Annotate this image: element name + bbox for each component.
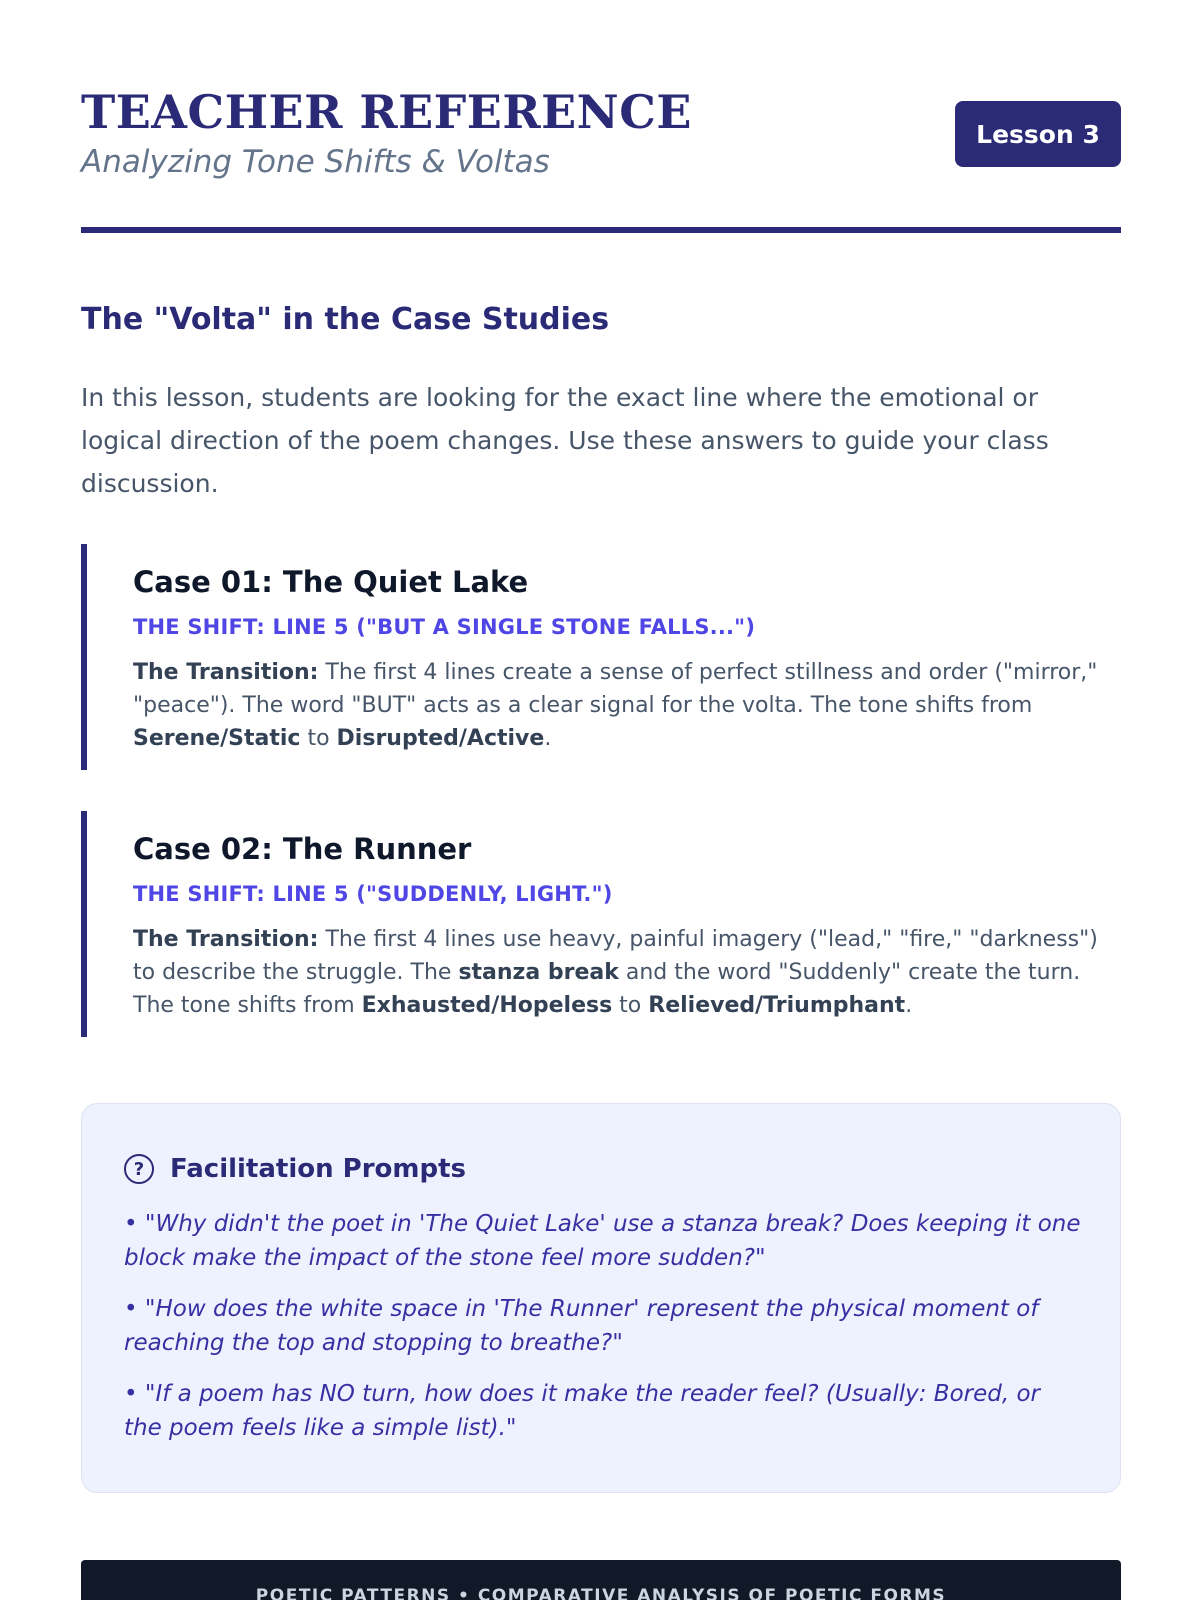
description-text: to (300, 726, 337, 751)
description-text: and the word "Suddenly" create the turn. The tone shifts from (133, 960, 1081, 1018)
teacher-reference-page (81, 0, 1121, 1600)
page-footer (81, 1560, 1121, 1600)
transition-label: The Transition: (133, 927, 319, 952)
page-title: TEACHER REFERENCE (81, 85, 692, 139)
tone-to: Disrupted/Active (336, 726, 545, 751)
prompts-title: Facilitation Prompts (170, 1154, 467, 1184)
description-text: . (544, 726, 552, 751)
footer-text: POETIC PATTERNS • COMPARATIVE ANALYSIS OF POETIC FORMS (255, 1586, 947, 1600)
page-header (81, 84, 1121, 234)
facilitation-prompts-box (81, 1103, 1121, 1493)
prompt-item: • "Why didn't the poet in 'The Quiet Lake' use a stanza break? Does keeping it one block make the impact of the stone feel more sudden?" (124, 1211, 1081, 1271)
tone-to: Relieved/Triumphant (648, 993, 906, 1018)
question-circle-icon: ? (124, 1154, 154, 1184)
header-divider (81, 227, 1121, 233)
tone-from: Serene/Static (133, 726, 301, 751)
tone-from: Exhausted/Hopeless (361, 993, 613, 1018)
case-shift: THE SHIFT: LINE 5 ("SUDDENLY, LIGHT.") (133, 882, 613, 906)
description-text: . (905, 993, 913, 1018)
lesson-badge: Lesson 3 (955, 101, 1121, 167)
page-subtitle: Analyzing Tone Shifts & Voltas (81, 144, 550, 180)
case-shift: THE SHIFT: LINE 5 ("BUT A SINGLE STONE FALLS...") (133, 615, 756, 639)
description-text: The first 4 lines create a sense of perfect stillness and order ("mirror," "peace"). The word "BUT" acts as a clear signal for the volta. The tone shifts from (133, 660, 1098, 718)
case-title: Case 01: The Quiet Lake (133, 565, 529, 599)
case-card (81, 811, 1121, 1037)
prompt-item: • "If a poem has NO turn, how does it make the reader feel? (Usually: Bored, or the poem feels like a simple list)." (124, 1381, 1041, 1441)
section-intro: In this lesson, students are looking for the exact line where the emotional or logical direction of the poem changes. Use these answers to guide your class discussion. (81, 383, 1049, 498)
stanza-break-term: stanza break (458, 960, 619, 985)
case-description (133, 923, 1103, 1022)
prompt-item: • "How does the white space in 'The Runner' represent the physical moment of reaching the top and stopping to breathe?" (124, 1296, 1039, 1356)
transition-label: The Transition: (133, 660, 319, 685)
case-title: Case 02: The Runner (133, 832, 472, 866)
section-title: The "Volta" in the Case Studies (81, 302, 610, 337)
case-card (81, 544, 1121, 770)
description-text: to (612, 993, 649, 1018)
description-text: The first 4 lines use heavy, painful imagery ("lead," "fire," "darkness") to describe the struggle. The (133, 927, 1098, 985)
prompts-header (124, 1149, 466, 1189)
case-description (133, 656, 1103, 755)
